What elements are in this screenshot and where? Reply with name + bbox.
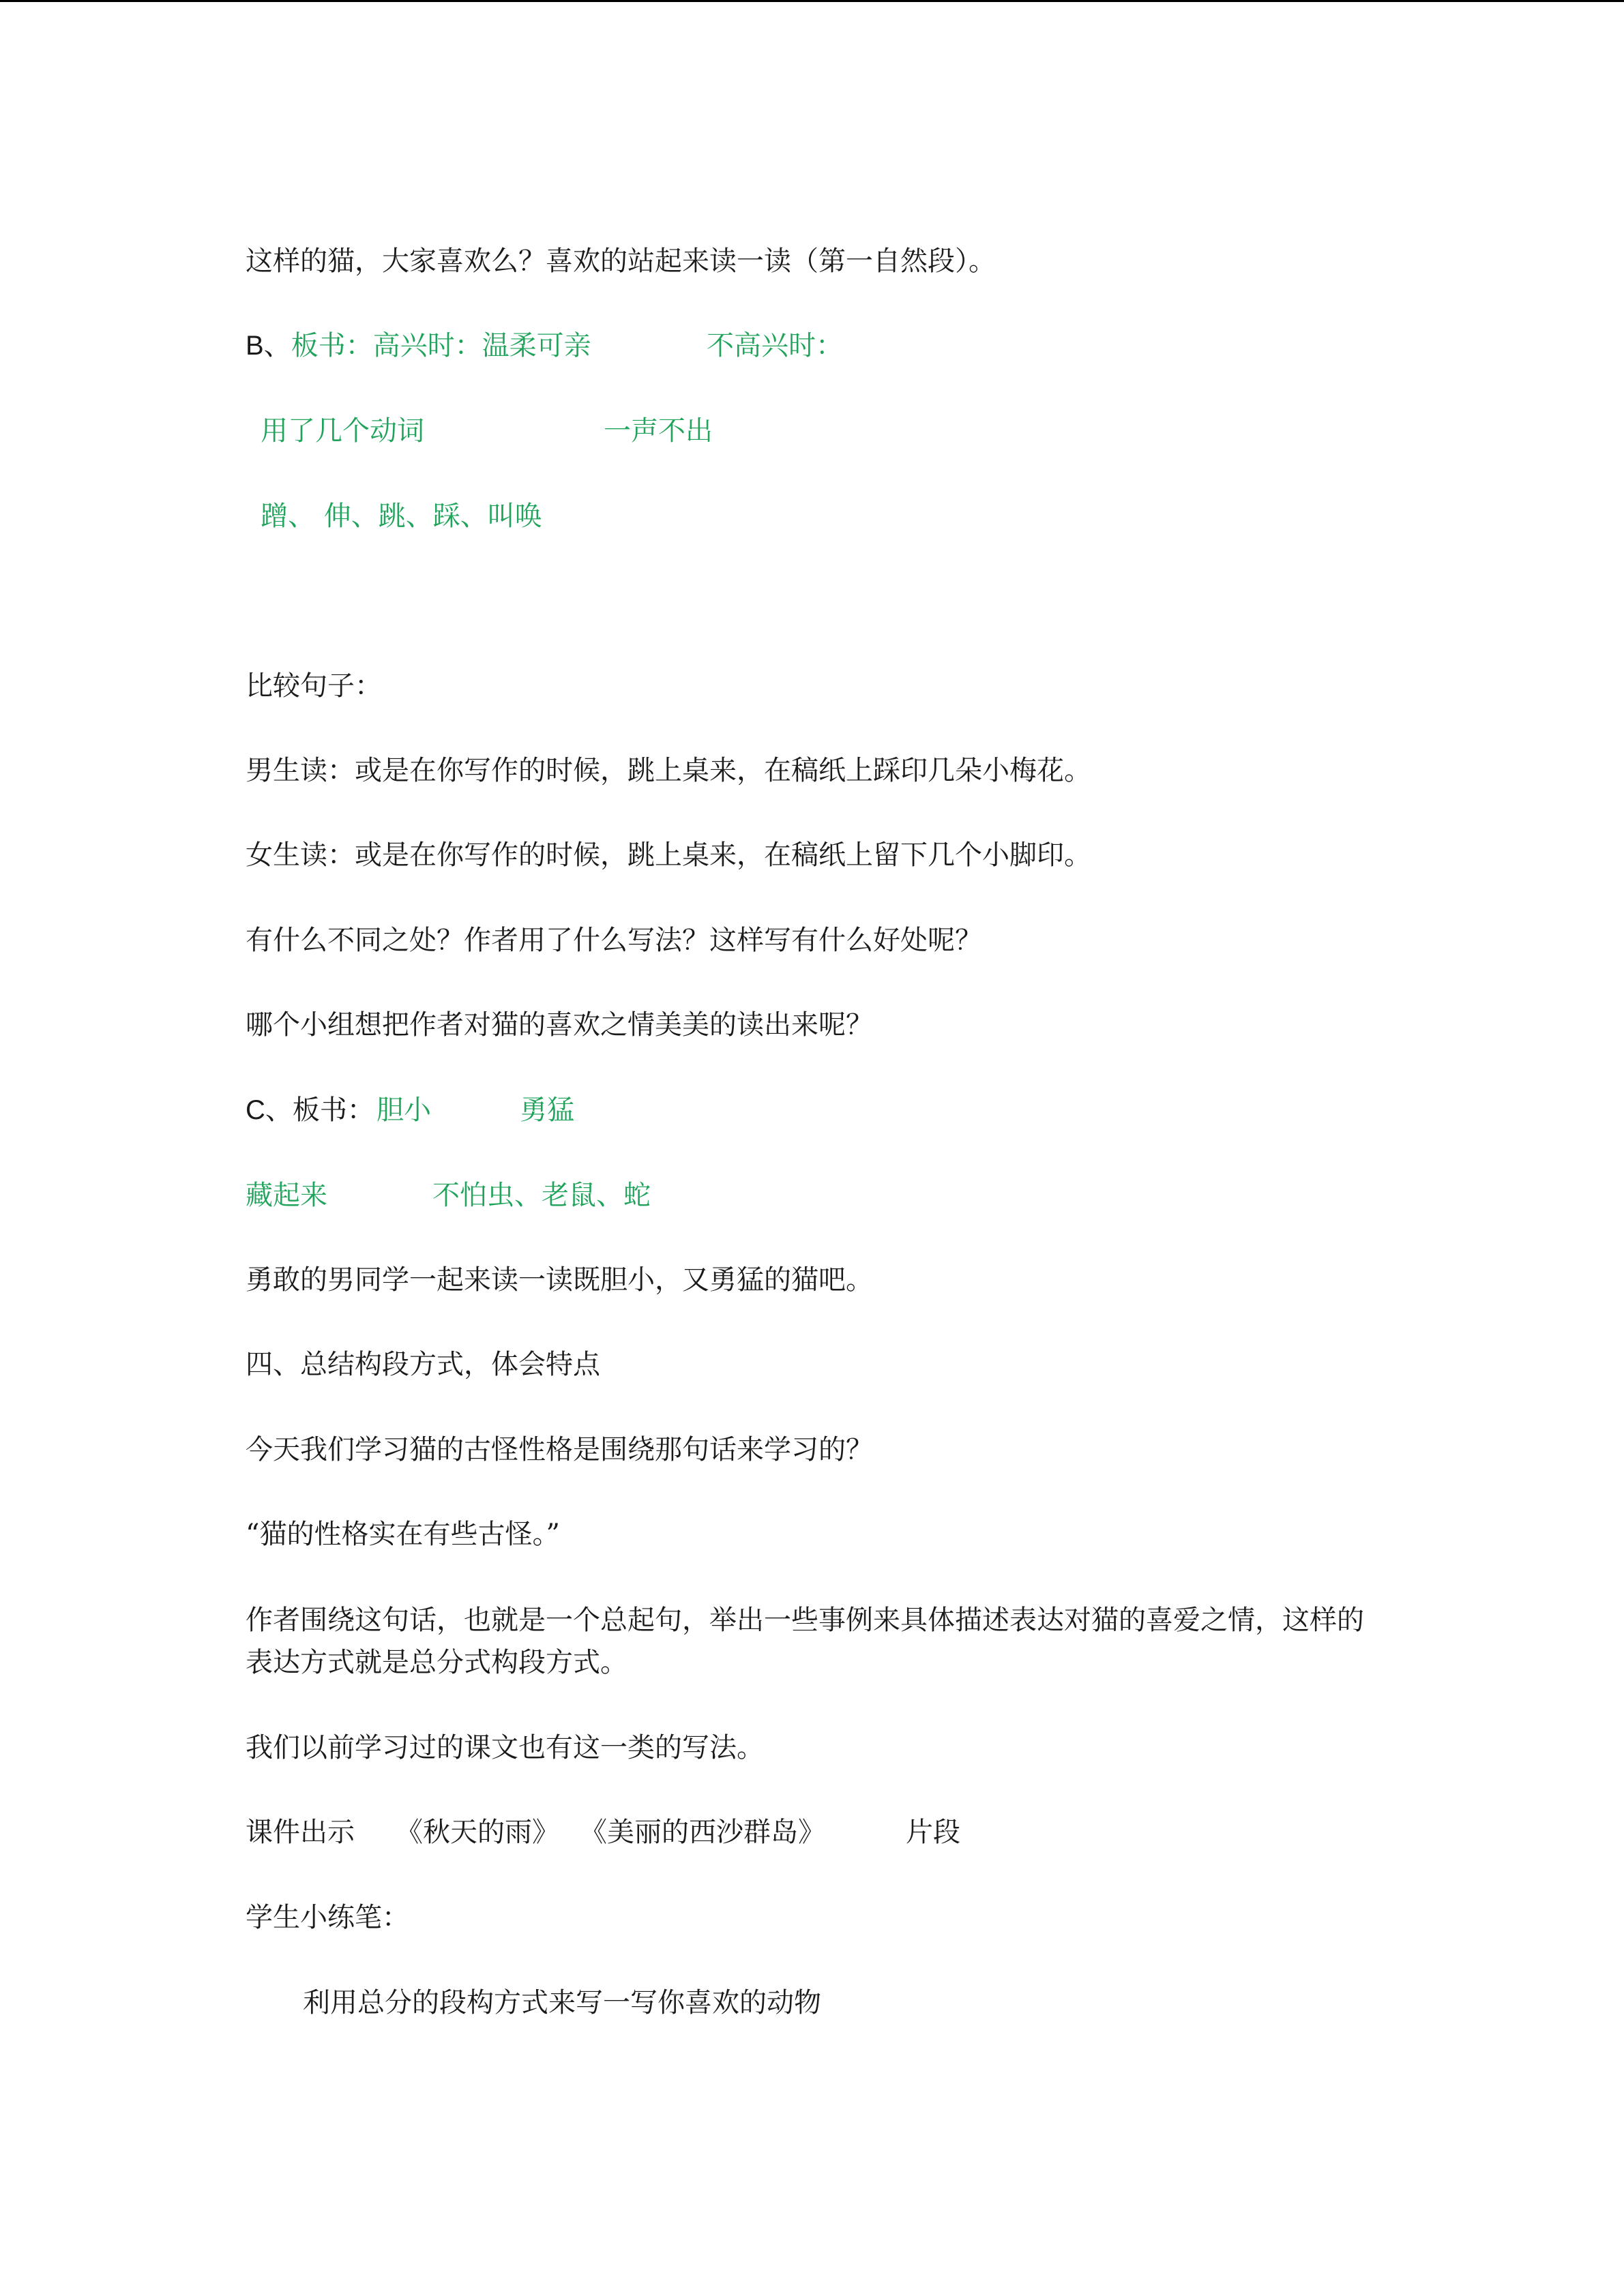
board-writing-c xyxy=(246,1089,374,1131)
board-verbs-list: 蹭、 伸、跳、踩、叫唤 xyxy=(261,501,542,532)
text-line: 男生读：或是在你写作的时候，跳上桌来，在稿纸上踩印几朵小梅花。 xyxy=(246,755,1091,786)
top-border-line xyxy=(0,0,1624,2)
board-hide-label: 藏起来 xyxy=(246,1180,327,1211)
lesson-title-autumn-rain: 《秋天的雨》 xyxy=(396,1817,559,1848)
board-fearless-label: 不怕虫、老鼠、蛇 xyxy=(432,1180,651,1211)
text-line: 这样的猫，大家喜欢么？喜欢的站起来读一读（第一自然段）。 xyxy=(246,245,996,277)
text-line: 有什么不同之处？作者用了什么写法？这样写有什么好处呢？ xyxy=(246,925,982,956)
board-label-happy: 板书：高兴时：温柔可亲 xyxy=(291,330,591,361)
board-verbs-label: 用了几个动词 xyxy=(261,415,424,447)
text-line: 比较句子： xyxy=(246,670,382,702)
board-brave-label: 勇猛 xyxy=(520,1094,574,1126)
board-silent-label: 一声不出 xyxy=(604,415,713,447)
text-line: 我们以前学习过的课文也有这一类的写法。 xyxy=(246,1732,764,1763)
exercise-instruction: 利用总分的段构方式来写一写你喜欢的动物 xyxy=(303,1987,821,2018)
text-line: 勇敢的男同学一起来读一读既胆小，又勇猛的猫吧。 xyxy=(246,1264,873,1296)
paragraph: 作者围绕这句话，也就是一个总起句，举出一些事例来具体描述表达对猫的喜爱之情，这样的表达方式就是总分式构段方式。 xyxy=(246,1605,1364,1678)
section-prefix-c: C、板书： xyxy=(246,1095,374,1125)
text-line: 学生小练笔： xyxy=(246,1902,409,1933)
lesson-title-xisha-islands: 《美丽的西沙群岛》 xyxy=(580,1817,825,1848)
section-prefix-b: B、 xyxy=(246,331,291,361)
board-label-unhappy: 不高兴时： xyxy=(707,330,843,361)
board-timid-label: 胆小 xyxy=(377,1094,431,1126)
board-writing-b xyxy=(246,325,591,367)
section-heading: 四、总结构段方式，体会特点 xyxy=(246,1349,600,1380)
text-line: 哪个小组想把作者对猫的喜欢之情美美的读出来呢？ xyxy=(246,1009,873,1041)
text-line: 女生读：或是在你写作的时候，跳上桌来，在稿纸上留下几个小脚印。 xyxy=(246,839,1091,871)
excerpt-label: 片段 xyxy=(906,1817,960,1848)
text-line: 今天我们学习猫的古怪性格是围绕那句话来学习的？ xyxy=(246,1434,873,1465)
courseware-label: 课件出示 xyxy=(246,1817,355,1848)
quote-line: “猫的性格实在有些古怪。” xyxy=(246,1519,560,1550)
